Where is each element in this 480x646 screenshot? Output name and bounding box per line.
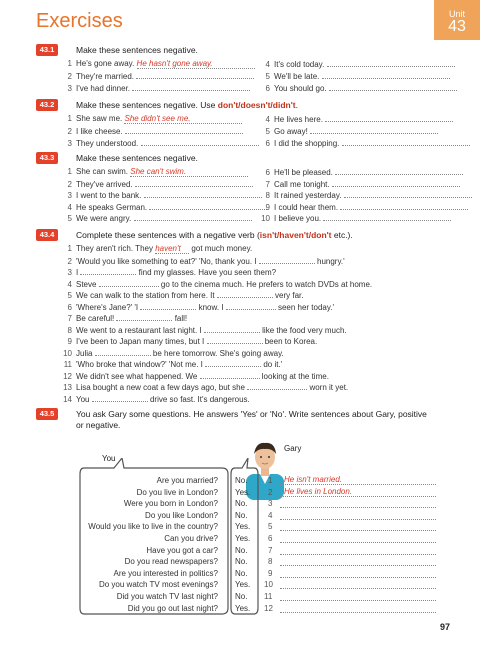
item-text: I	[76, 268, 81, 277]
item-text: You	[76, 394, 92, 404]
item-number: 11	[264, 592, 273, 601]
answer-blank[interactable]	[134, 213, 252, 221]
item-text: We can walk to the station from here. It	[76, 291, 217, 300]
answer-blank[interactable]	[99, 279, 159, 287]
exercise-item	[258, 190, 472, 200]
item-number: 10	[264, 580, 273, 590]
item-number: 1	[67, 167, 72, 176]
exercise-item	[258, 167, 463, 177]
question-text: Are you married?	[156, 476, 218, 485]
answer-blank[interactable]	[226, 302, 276, 310]
answer-blank[interactable]	[310, 126, 438, 134]
item-sentence: I could hear them.	[274, 202, 339, 212]
item-sentence: She saw me.	[76, 114, 123, 123]
item-sentence: They understood.	[76, 139, 139, 148]
answer-blank[interactable]	[144, 190, 262, 198]
answer-blank[interactable]	[280, 511, 436, 520]
item-sentence: He lives here.	[274, 115, 323, 124]
exercise-item	[60, 371, 329, 381]
unit-number: 43	[448, 18, 466, 35]
item-text: They aren't rich. They	[76, 244, 156, 253]
item-number: 10	[63, 348, 72, 358]
exercise-item	[258, 179, 460, 189]
instruction-text: etc.).	[331, 230, 353, 240]
gary-answer: Yes.	[235, 487, 251, 497]
exercise-item	[60, 394, 250, 404]
item-sentence: It's cold today.	[274, 60, 325, 69]
answer-blank[interactable]	[280, 499, 436, 508]
item-number: 6	[268, 534, 273, 543]
item-text: worn it yet.	[307, 383, 349, 392]
instruction-bold: don't/doesn't/didn't	[217, 100, 296, 110]
item-sentence: I've had dinner.	[76, 84, 131, 93]
item-number: 6	[265, 84, 270, 93]
page-title: Exercises	[36, 10, 123, 32]
question-text: Are you interested in politics?	[113, 568, 218, 578]
gary-answer: Yes.	[235, 522, 251, 532]
item-text: do it.'	[261, 360, 283, 369]
answer-blank[interactable]	[135, 179, 253, 187]
item-number: 10	[261, 214, 270, 223]
filled-answer: He isn't married.	[284, 475, 342, 484]
exercise-item	[60, 167, 248, 177]
item-text: be here tomorrow. She's going away.	[150, 348, 284, 358]
answer-blank[interactable]	[280, 569, 436, 578]
answer-blank[interactable]	[280, 534, 436, 543]
item-number: 11	[63, 360, 72, 369]
gary-answer: No.	[235, 592, 248, 601]
answer-blank[interactable]	[340, 202, 468, 210]
exercise-item	[60, 382, 348, 392]
item-number: 3	[67, 84, 72, 93]
exercise-item	[60, 302, 334, 312]
item-number: 14	[63, 394, 72, 404]
answer-blank[interactable]	[280, 557, 436, 566]
exercise-badge: 43.3	[36, 152, 58, 164]
item-number: 6	[265, 139, 270, 148]
item-text: got much money.	[189, 244, 253, 253]
unit-tab	[434, 0, 480, 40]
exercise-item	[60, 279, 372, 289]
item-number: 4	[268, 510, 273, 520]
item-text: 'Would you like something to eat?' 'No, thank you. I	[76, 256, 259, 266]
item-sentence: They've arrived.	[76, 179, 133, 189]
exercise-instruction: You ask Gary some questions. He answers 'Yes' or 'No'. Write sentences about Gary, positive	[76, 409, 427, 419]
item-sentence: He speaks German.	[76, 202, 148, 212]
exercise-item	[60, 83, 250, 93]
item-text: Lisa bought a new coat a few days ago, but she	[76, 383, 248, 392]
item-number: 3	[268, 499, 273, 509]
item-number: 1	[67, 244, 72, 253]
answer-blank[interactable]	[327, 59, 455, 67]
exercise-item	[60, 202, 267, 212]
filled-answer: He lives in London.	[284, 486, 353, 496]
item-text: I've been to Japan many times, but I	[76, 337, 207, 346]
item-text: find my glasses. Have you seen them?	[136, 268, 277, 277]
item-number: 13	[63, 383, 72, 392]
answer-blank[interactable]	[342, 138, 470, 146]
item-text: know. I	[196, 302, 226, 312]
item-text: fall!	[172, 314, 188, 323]
question-text: Do you read newspapers?	[124, 557, 218, 567]
gary-answer: Yes.	[235, 580, 251, 590]
exercise-item	[60, 325, 347, 335]
gary-answer: No.	[235, 510, 248, 520]
exercise-item	[60, 138, 259, 148]
item-number: 8	[265, 191, 270, 200]
exercise-item	[258, 71, 450, 81]
answer-blank[interactable]	[140, 302, 196, 310]
item-number: 7	[67, 314, 72, 323]
item-sentence: He'll be pleased.	[274, 168, 333, 177]
item-text: 'Who broke that window?' 'Not me. I	[76, 360, 206, 369]
exercise-item	[60, 244, 252, 254]
answer-blank[interactable]	[322, 71, 450, 79]
exercise-item	[258, 83, 457, 93]
answer-blank[interactable]	[80, 267, 136, 275]
filled-answer: She didn't see me.	[124, 114, 242, 124]
item-number: 9	[67, 337, 72, 346]
page-number: 97	[440, 622, 451, 632]
item-number: 3	[67, 139, 72, 148]
answer-blank[interactable]	[280, 580, 436, 589]
item-sentence: Call me tonight.	[274, 179, 330, 189]
exercise-instruction	[76, 230, 353, 240]
item-text: seen her today.'	[275, 302, 335, 312]
item-sentence: I believe you.	[274, 214, 322, 223]
item-text: We didn't see what happened. We	[76, 371, 200, 381]
gary-answer: No.	[235, 499, 248, 509]
item-number: 4	[265, 60, 270, 69]
exercise-badge: 43.2	[36, 99, 58, 111]
item-number: 1	[268, 476, 273, 485]
item-text: very far.	[272, 291, 304, 300]
item-number: 7	[268, 545, 273, 555]
item-number: 6	[265, 168, 270, 177]
gary-answer: No.	[235, 545, 248, 555]
item-number: 5	[268, 522, 273, 532]
answer-blank[interactable]	[95, 348, 151, 356]
answer-blank[interactable]	[141, 138, 259, 146]
exercise-item	[60, 213, 252, 223]
gary-answer: No.	[235, 568, 248, 578]
exercise-item	[60, 359, 282, 369]
item-number: 5	[265, 72, 270, 81]
gary-answer: Yes.	[235, 603, 251, 613]
item-text: Julia	[76, 348, 95, 358]
item-number: 3	[67, 191, 72, 200]
item-sentence: Go away!	[274, 127, 308, 136]
exercise-instruction: Make these sentences negative.	[76, 153, 198, 163]
answer-blank[interactable]	[280, 604, 436, 613]
item-sentence: We'll be late.	[274, 72, 320, 81]
item-number: 4	[265, 115, 270, 124]
exercise-item	[60, 256, 345, 266]
question-text: Can you drive?	[164, 534, 218, 543]
exercise-item	[258, 138, 470, 148]
answer-blank[interactable]	[335, 167, 463, 175]
gary-answer: Yes.	[235, 534, 251, 543]
answer-blank[interactable]	[323, 213, 451, 221]
answer-blank[interactable]	[149, 202, 267, 210]
item-number: 8	[67, 325, 72, 335]
item-number: 1	[67, 59, 72, 68]
item-sentence: It rained yesterday.	[274, 191, 342, 200]
answer-blank[interactable]	[207, 336, 263, 344]
item-number: 9	[265, 202, 270, 212]
item-sentence: They're married.	[76, 72, 134, 81]
item-text: 'Where's Jane?' 'I	[76, 302, 141, 312]
item-text: been to Korea.	[262, 337, 318, 346]
answer-blank[interactable]	[136, 71, 254, 79]
exercise-item	[258, 114, 453, 124]
item-number: 12	[63, 371, 72, 381]
item-number: 5	[67, 214, 72, 223]
exercise-badge: 43.5	[36, 408, 58, 420]
item-text: Be careful!	[76, 314, 117, 323]
item-number: 5	[67, 291, 72, 300]
item-text: Steve	[76, 279, 99, 289]
question-text: Would you like to live in the country?	[88, 522, 218, 532]
answer-blank[interactable]	[217, 290, 273, 298]
exercise-item	[60, 190, 262, 200]
exercise-item	[60, 336, 317, 346]
exercise-badge: 43.1	[36, 44, 58, 56]
item-number: 2	[67, 72, 72, 81]
item-sentence: I went to the bank.	[76, 191, 142, 200]
answer-blank[interactable]	[116, 313, 172, 321]
you-label: You	[102, 454, 116, 463]
item-number: 7	[265, 179, 270, 189]
item-text: hungry.'	[314, 256, 345, 266]
answer-blank[interactable]	[125, 126, 243, 134]
answer-blank[interactable]	[132, 83, 250, 91]
answer-blank[interactable]	[92, 394, 148, 402]
item-number: 9	[268, 568, 273, 578]
item-number: 2	[67, 179, 72, 189]
item-number: 2	[67, 127, 72, 136]
item-number: 2	[268, 487, 273, 497]
answer-blank[interactable]	[247, 382, 307, 390]
instruction-text: Complete these sentences with a negative verb (	[76, 230, 260, 240]
instruction-bold: isn't/haven't/don't	[259, 230, 332, 240]
question-text: Did you watch TV last night?	[116, 592, 218, 601]
item-sentence: She can swim.	[76, 167, 129, 176]
item-sentence: You should go.	[274, 84, 327, 93]
item-number: 1	[67, 114, 72, 123]
gary-answer: No.	[235, 557, 248, 567]
question-text: Do you like London?	[145, 510, 218, 520]
item-sentence: I like cheese.	[76, 127, 123, 136]
gary-answer: No.	[235, 476, 248, 485]
answer-blank[interactable]	[332, 179, 460, 187]
item-number: 4	[67, 279, 72, 289]
exercise-item	[60, 114, 242, 124]
item-number: 6	[67, 302, 72, 312]
exercise-item	[60, 179, 253, 189]
answer-blank[interactable]	[329, 83, 457, 91]
instruction-text: .	[295, 100, 298, 110]
item-number: 8	[268, 557, 273, 567]
exercise-item	[60, 267, 276, 277]
answer-blank[interactable]	[280, 592, 436, 601]
exercise-item	[258, 202, 468, 212]
question-text: Have you got a car?	[146, 545, 218, 555]
question-text: Do you live in London?	[136, 487, 218, 497]
answer-blank[interactable]	[344, 190, 472, 198]
unit-label: Unit	[448, 9, 465, 19]
answer-blank[interactable]	[259, 256, 315, 264]
answer-blank[interactable]	[205, 359, 261, 367]
exercise-badge: 43.4	[36, 229, 58, 241]
item-text: like the food very much.	[259, 325, 347, 335]
item-sentence: I did the shopping.	[274, 139, 340, 148]
item-text: go to the cinema much. He prefers to watch DVDs at home.	[158, 279, 373, 289]
exercise-item	[60, 348, 284, 358]
question-text: Did you go out last night?	[127, 603, 218, 613]
exercise-instruction: Make these sentences negative.	[76, 45, 198, 55]
item-number: 3	[67, 268, 72, 277]
exercise-item	[60, 313, 187, 323]
exercise-item	[60, 290, 304, 300]
item-number: 4	[67, 202, 72, 212]
exercise-instruction: or negative.	[76, 420, 121, 430]
exercise-instruction	[76, 100, 298, 110]
exercise-item	[258, 59, 455, 69]
filled-answer: He hasn't gone away.	[137, 59, 255, 69]
exercise-item	[60, 59, 255, 69]
answer-blank[interactable]	[204, 325, 260, 333]
item-sentence: We were angry.	[76, 214, 132, 223]
exercise-item	[258, 126, 438, 136]
filled-answer: She can't swim.	[130, 167, 248, 177]
exercise-item	[258, 213, 451, 223]
item-text: We went to a restaurant last night. I	[76, 325, 204, 335]
item-number: 5	[265, 127, 270, 136]
exercise-item	[60, 126, 243, 136]
item-number: 2	[67, 256, 72, 266]
question-text: Do you watch TV most evenings?	[98, 580, 218, 590]
answer-blank[interactable]	[280, 546, 436, 555]
answer-blank[interactable]	[200, 371, 260, 379]
filled-answer: haven't	[155, 244, 189, 254]
item-text: looking at the time.	[259, 371, 329, 381]
exercise-item	[60, 71, 254, 81]
answer-blank[interactable]	[325, 114, 453, 122]
item-text: drive so fast. It's dangerous.	[147, 394, 250, 404]
item-sentence: He's gone away.	[76, 59, 135, 68]
answer-blank[interactable]	[280, 522, 436, 531]
question-text: Were you born in London?	[123, 499, 218, 509]
gary-label: Gary	[284, 444, 302, 453]
instruction-text: Make these sentences negative. Use	[76, 100, 218, 110]
item-number: 12	[264, 603, 273, 613]
